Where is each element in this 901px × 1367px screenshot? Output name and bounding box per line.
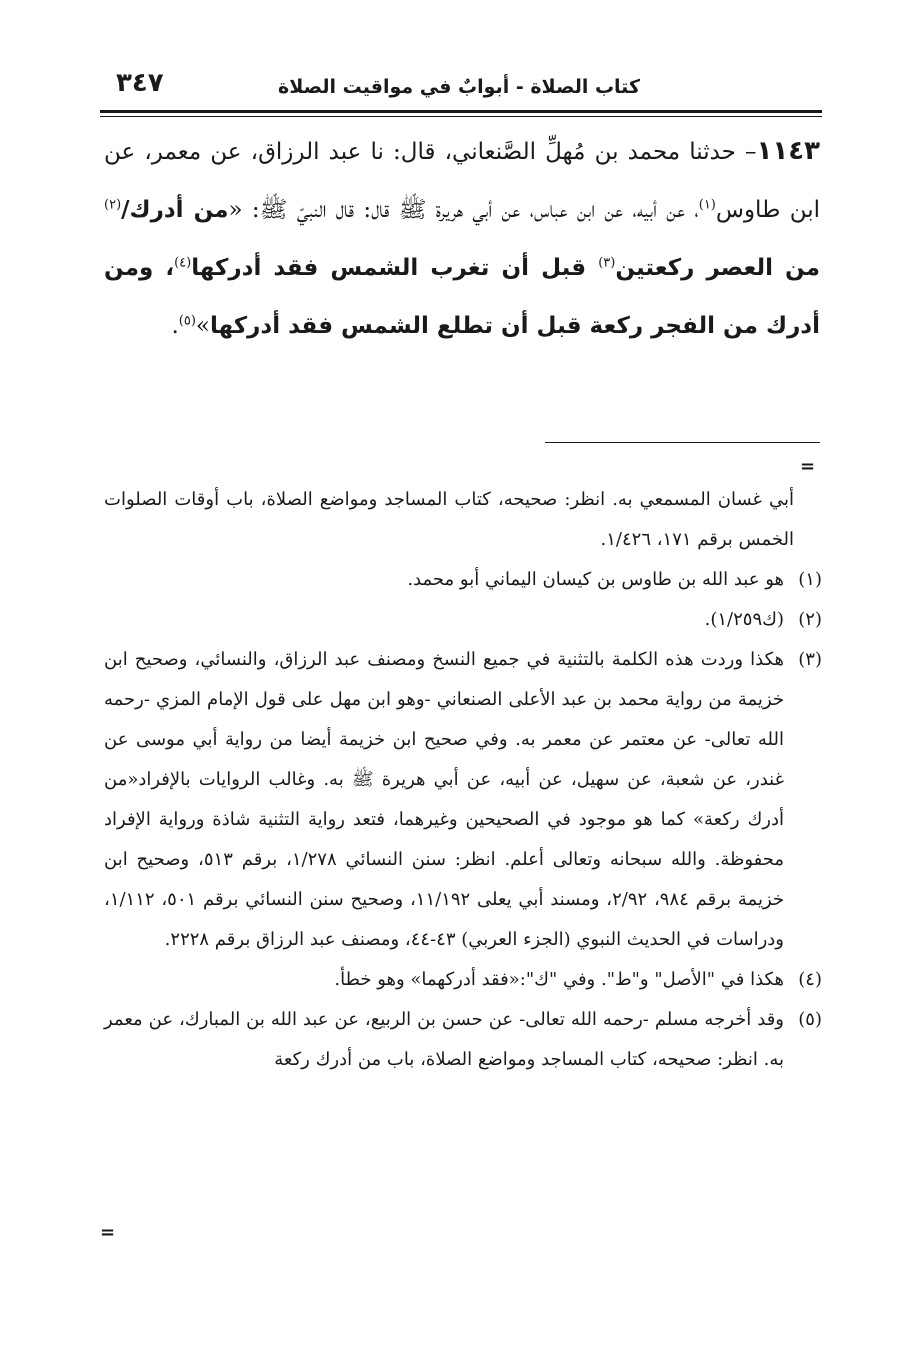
hadith-bold3: قبل أن تغرب الشمس فقد أدركها [191, 255, 599, 281]
header-title: كتاب الصلاة - أبوابٌ في مواقيت الصلاة [278, 76, 640, 98]
footnote-separator [545, 442, 820, 443]
hadith-part1: – حدثنا محمد بن مُهلِّ الصَّنعاني، قال: نا عبد الرزاق، عن معمر، عن ابن طاوس [104, 139, 820, 223]
footnote-text: (ك١/٢٥٩). [704, 609, 784, 630]
footnote-4 [104, 960, 822, 1000]
footnote-ref-2: (٢) [104, 197, 122, 213]
footnote-number: (٥) [798, 1009, 822, 1030]
hadith-bold2: من العصر ركعتين [615, 255, 820, 281]
footnote-1 [104, 560, 822, 600]
footnote-ref-1: (١) [698, 197, 716, 213]
footnote-number: (٢) [798, 609, 822, 630]
footnote-text: وقد أخرجه مسلم -رحمه الله تعالى- عن حسن بن الربيع، عن عبد الله بن المبارك، عن معمر به. انظر: صحيحه، كتاب المساجد ومواضع الصلاة، باب من أدرك ركعة [104, 1009, 784, 1070]
footnote-number: (٣) [798, 649, 822, 670]
footnotes [104, 480, 822, 1080]
page-number: ٣٤٧ [116, 68, 164, 98]
header-rule-thin [100, 116, 822, 117]
footnote-2 [104, 600, 822, 640]
footnote-ref-5: (٥) [178, 313, 196, 329]
footnote-ref-3: (٣) [598, 255, 616, 271]
hadith-text [104, 122, 820, 355]
footnote-5 [104, 1000, 822, 1080]
hadith-part3: » [195, 313, 210, 339]
header-rule-thick [100, 110, 822, 113]
footnote-continuation: أبي غسان المسمعي به. انظر: صحيحه، كتاب المساجد ومواضع الصلاة، باب أوقات الصلوات الخمس برقم ١٧١، ١/٤٢٦. [104, 489, 794, 550]
footnote-text: هكذا في "الأصل" و"ط". وفي "ك":«فقد أدركهما» وهو خطأ. [334, 969, 784, 990]
footnote-text: هو عبد الله بن طاوس بن كيسان اليماني أبو محمد. [407, 569, 784, 590]
continuation-mark-bottom: = [100, 1222, 116, 1243]
hadith-bold4: ، ومن أدرك من الفجر ركعة قبل أن تطلع الشمس فقد أدركها [104, 255, 820, 339]
footnote-ref-4: (٤) [174, 255, 192, 271]
continuation-mark-top: = [800, 456, 816, 477]
hadith-part2: ، عن أبيه، عن ابن عباس، عن أبي هريرة ﷺ قال: قال النبيّ ﷺ: « [228, 197, 699, 223]
footnote-text: هكذا وردت هذه الكلمة بالتثنية في جميع النسخ ومصنف عبد الرزاق، والنسائي، وصحيح ابن خزيمة من رواية محمد بن عبد الأعلى الصنعاني -وهو ابن مهل على قول الإمام المزي -رحمه الله تعالى- عن معتمر عن معمر به. وفي صحيح ابن خزيمة أيضا من رواية أبي موسى عن غندر، عن شعبة، عن سهيل، عن أبيه، عن أبي هريرة ﷺ به. وغالب الروايات بالإفراد«من أدرك ركعة» كما هو موجود في الصحيحين وغيرهما، فتعد رواية التثنية شاذة ورواية الإفراد محفوظة. والله سبحانه وتعالى أعلم. انظر: سنن النسائي ١/٢٧٨، برقم ٥١٣، وصحيح ابن خزيمة برقم ٩٨٤، ٢/٩٢، ومسند أبي يعلى ١١/١٩٢، وصحيح سنن النسائي برقم ٥٠١، ١/١١٢، ودراسات في الحديث النبوي (الجزء العربي) ٤٣-٤٤، ومصنف عبد الرزاق برقم ٢٢٢٨. [104, 649, 785, 950]
footnote-3 [104, 640, 822, 960]
hadith-bold1: من أدرك/ [121, 197, 229, 223]
hadith-number: ١١٤٣ [756, 136, 820, 166]
running-header [100, 68, 820, 108]
hadith-part4: . [171, 313, 179, 339]
footnote-number: (٤) [798, 969, 822, 990]
footnote-number: (١) [798, 569, 822, 590]
